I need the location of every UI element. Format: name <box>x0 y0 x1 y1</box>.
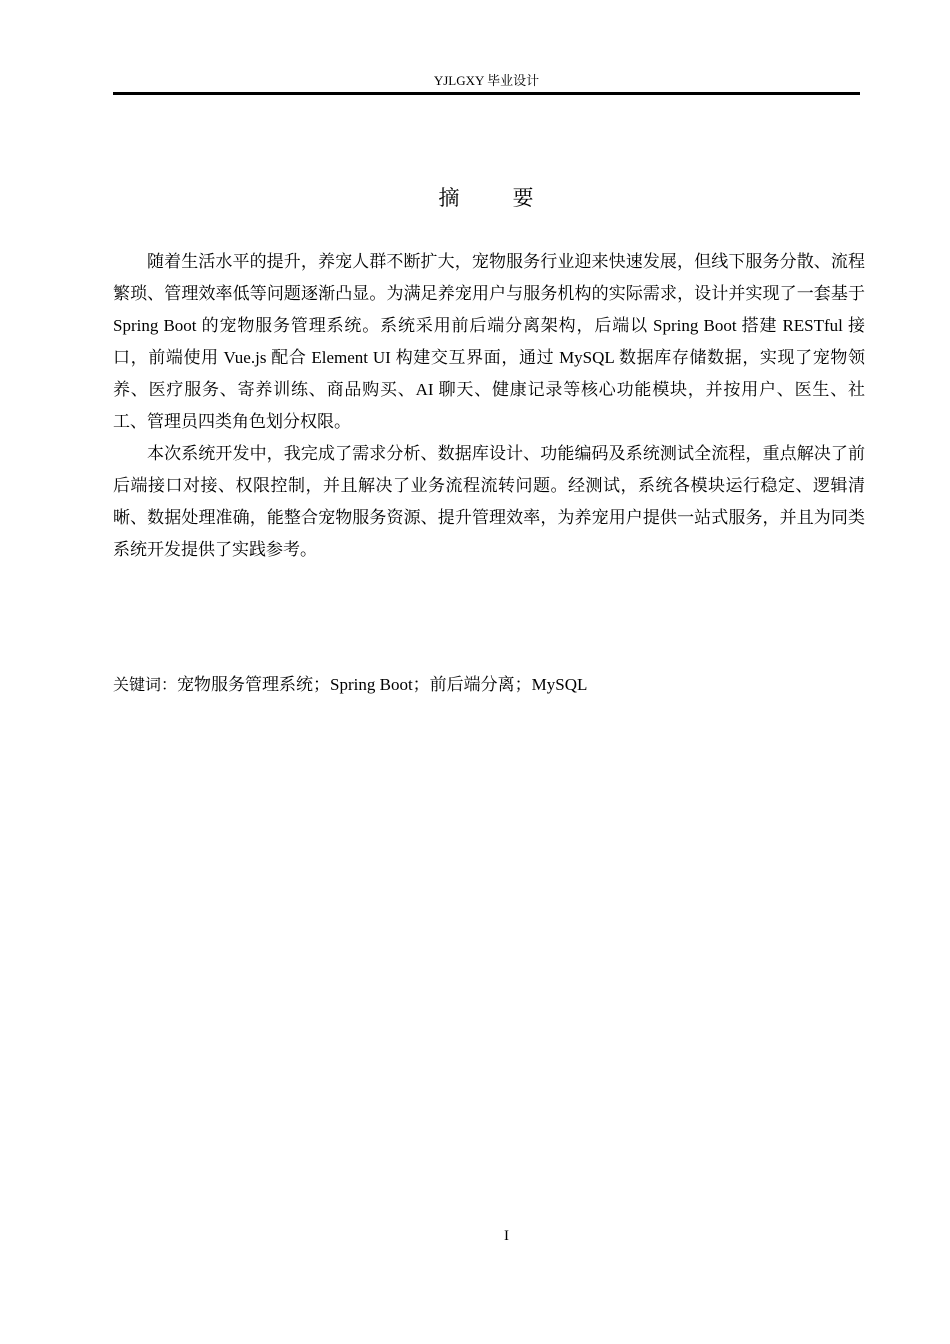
abstract-title-char-1: 摘 <box>438 186 461 210</box>
abstract-title <box>113 183 860 213</box>
abstract-body <box>113 246 865 566</box>
abstract-paragraph-1: 随着生活水平的提升，养宠人群不断扩大，宠物服务行业迎来快速发展，但线下服务分散、流程繁琐、管理效率低等问题逐渐凸显。为满足养宠用户与服务机构的实际需求，设计并实现了一套基于 Spring Boot 的宠物服务管理系统。系统采用前后端分离架构，后端以 Spring Boot 搭建 RESTful 接口，前端使用 Vue.js 配合 Element UI 构建交互界面，通过 MySQL 数据库存储数据，实现了宠物领养、医疗服务、寄养训练、商品购买、AI 聊天、健康记录等核心功能模块，并按用户、医生、社工、管理员四类角色划分权限。 <box>113 252 865 431</box>
keywords-value: 宠物服务管理系统；Spring Boot；前后端分离；MySQL <box>177 675 588 694</box>
header-rule <box>113 92 860 95</box>
page-header: YJLGXY 毕业设计 <box>433 73 540 88</box>
keywords-line <box>113 669 860 701</box>
page-number: I <box>504 1228 509 1244</box>
abstract-paragraph-2: 本次系统开发中，我完成了需求分析、数据库设计、功能编码及系统测试全流程，重点解决了前后端接口对接、权限控制，并且解决了业务流程流转问题。经测试，系统各模块运行稳定、逻辑清晰、数据处理准确，能整合宠物服务资源、提升管理效率，为养宠用户提供一站式服务，并且为同类系统开发提供了实践参考。 <box>113 444 865 559</box>
keywords-label: 关键词： <box>113 675 178 694</box>
abstract-title-char-2: 要 <box>512 186 535 210</box>
